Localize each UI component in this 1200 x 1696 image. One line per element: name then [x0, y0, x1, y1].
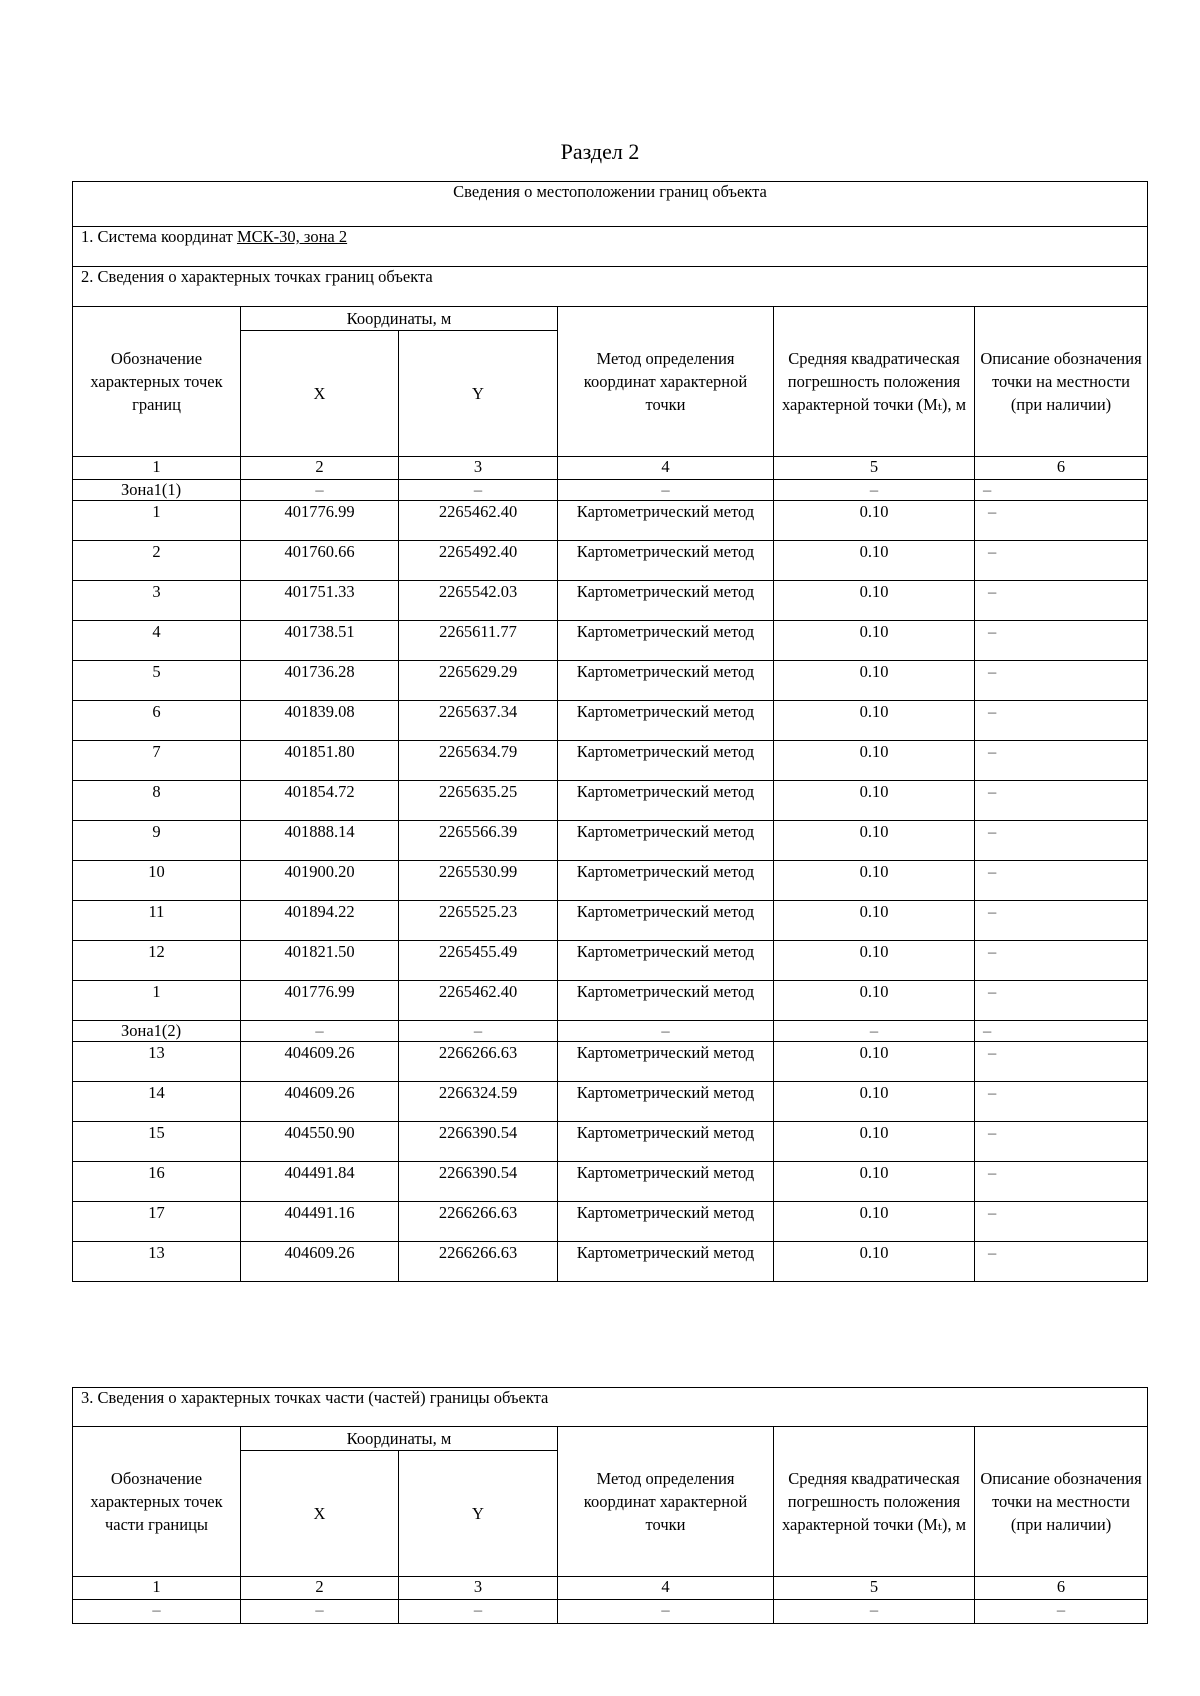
point-description: –	[975, 1122, 1148, 1162]
header-y: Y	[399, 1451, 558, 1577]
header-method: Метод определения координат характерной точки	[558, 307, 774, 457]
point-method: Картометрический метод	[558, 941, 774, 981]
col-number: 4	[558, 457, 774, 480]
point-number: 6	[73, 701, 241, 741]
point-y: 2265525.23	[399, 901, 558, 941]
point-x: 404550.90	[241, 1122, 399, 1162]
point-number: 4	[73, 621, 241, 661]
point-description: –	[975, 1042, 1148, 1082]
col-number: 1	[73, 457, 241, 480]
point-error: 0.10	[774, 661, 975, 701]
point-x: 401854.72	[241, 781, 399, 821]
table-row	[73, 901, 1148, 941]
dash-cell: –	[975, 1021, 1148, 1042]
col-number: 4	[558, 1577, 774, 1600]
point-method: Картометрический метод	[558, 1202, 774, 1242]
point-description: –	[975, 781, 1148, 821]
point-number: 7	[73, 741, 241, 781]
point-y: 2266324.59	[399, 1082, 558, 1122]
point-error: 0.10	[774, 1202, 975, 1242]
point-error: 0.10	[774, 901, 975, 941]
point-number: 13	[73, 1242, 241, 1282]
header-description: Описание обозначения точки на местности (при наличии)	[975, 1427, 1148, 1577]
point-description: –	[975, 1162, 1148, 1202]
point-number: 12	[73, 941, 241, 981]
point-description: –	[975, 501, 1148, 541]
point-error: 0.10	[774, 581, 975, 621]
dash-cell: –	[558, 1021, 774, 1042]
point-method: Картометрический метод	[558, 541, 774, 581]
boundary-table	[72, 181, 1148, 1282]
point-y: 2265611.77	[399, 621, 558, 661]
point-x: 401736.28	[241, 661, 399, 701]
header-part-point-designation: Обозначение характерных точек части границы	[73, 1427, 241, 1577]
point-number: 16	[73, 1162, 241, 1202]
parts-cell: –	[399, 1600, 558, 1624]
dash-cell: –	[774, 1021, 975, 1042]
point-y: 2266266.63	[399, 1202, 558, 1242]
point-x: 404609.26	[241, 1242, 399, 1282]
point-number: 8	[73, 781, 241, 821]
table-row	[73, 1162, 1148, 1202]
point-x: 401776.99	[241, 501, 399, 541]
point-y: 2265635.25	[399, 781, 558, 821]
point-method: Картометрический метод	[558, 621, 774, 661]
point-description: –	[975, 1202, 1148, 1242]
point-method: Картометрический метод	[558, 701, 774, 741]
point-y: 2266390.54	[399, 1122, 558, 1162]
point-y: 2265566.39	[399, 821, 558, 861]
point-method: Картометрический метод	[558, 861, 774, 901]
table-row	[73, 821, 1148, 861]
point-x: 404491.16	[241, 1202, 399, 1242]
zone-row	[73, 480, 1148, 501]
point-error: 0.10	[774, 1162, 975, 1202]
point-y: 2265462.40	[399, 981, 558, 1021]
point-x: 401776.99	[241, 981, 399, 1021]
point-method: Картометрический метод	[558, 1242, 774, 1282]
point-error: 0.10	[774, 821, 975, 861]
table-row	[73, 1242, 1148, 1282]
point-description: –	[975, 661, 1148, 701]
parts-cell: –	[774, 1600, 975, 1624]
point-y: 2266390.54	[399, 1162, 558, 1202]
parts-section-title: 3. Сведения о характерных точках части (частей) границы объекта	[73, 1388, 1148, 1427]
zone-label: Зона1(1)	[73, 480, 241, 501]
col-number: 3	[399, 1577, 558, 1600]
point-description: –	[975, 621, 1148, 661]
dash-cell: –	[241, 1021, 399, 1042]
point-y: 2266266.63	[399, 1242, 558, 1282]
point-number: 5	[73, 661, 241, 701]
point-description: –	[975, 581, 1148, 621]
point-method: Картометрический метод	[558, 901, 774, 941]
header-point-designation: Обозначение характерных точек границ	[73, 307, 241, 457]
point-error: 0.10	[774, 941, 975, 981]
point-number: 11	[73, 901, 241, 941]
dash-cell: –	[975, 480, 1148, 501]
table-row	[73, 501, 1148, 541]
dash-cell: –	[558, 480, 774, 501]
parts-cell: –	[73, 1600, 241, 1624]
dash-cell: –	[399, 1021, 558, 1042]
header-error: Средняя квадратическая погрешность положения характерной точки (Mₜ), м	[774, 1427, 975, 1577]
point-method: Картометрический метод	[558, 981, 774, 1021]
point-method: Картометрический метод	[558, 501, 774, 541]
point-y: 2265462.40	[399, 501, 558, 541]
table-row	[73, 1122, 1148, 1162]
table-row	[73, 581, 1148, 621]
point-error: 0.10	[774, 861, 975, 901]
header-coordinates: Координаты, м	[241, 307, 558, 331]
parts-cell: –	[975, 1600, 1148, 1624]
point-description: –	[975, 861, 1148, 901]
point-description: –	[975, 1242, 1148, 1282]
header-y: Y	[399, 331, 558, 457]
point-error: 0.10	[774, 981, 975, 1021]
col-number: 3	[399, 457, 558, 480]
point-x: 401888.14	[241, 821, 399, 861]
point-x: 404491.84	[241, 1162, 399, 1202]
point-description: –	[975, 981, 1148, 1021]
point-number: 14	[73, 1082, 241, 1122]
point-x: 401839.08	[241, 701, 399, 741]
point-method: Картометрический метод	[558, 581, 774, 621]
point-method: Картометрический метод	[558, 1162, 774, 1202]
point-y: 2265530.99	[399, 861, 558, 901]
point-y: 2266266.63	[399, 1042, 558, 1082]
point-y: 2265629.29	[399, 661, 558, 701]
point-y: 2265455.49	[399, 941, 558, 981]
point-error: 0.10	[774, 541, 975, 581]
col-number: 6	[975, 1577, 1148, 1600]
point-method: Картометрический метод	[558, 1082, 774, 1122]
point-number: 17	[73, 1202, 241, 1242]
col-number: 5	[774, 457, 975, 480]
point-x: 404609.26	[241, 1042, 399, 1082]
dash-cell: –	[774, 480, 975, 501]
point-x: 401760.66	[241, 541, 399, 581]
point-error: 0.10	[774, 501, 975, 541]
point-method: Картометрический метод	[558, 1122, 774, 1162]
header-error: Средняя квадратическая погрешность положения характерной точки (Mₜ), м	[774, 307, 975, 457]
point-number: 1	[73, 501, 241, 541]
point-x: 401851.80	[241, 741, 399, 781]
point-number: 15	[73, 1122, 241, 1162]
table-row	[73, 981, 1148, 1021]
point-method: Картометрический метод	[558, 1042, 774, 1082]
table-row	[73, 1202, 1148, 1242]
points-section-title: 2. Сведения о характерных точках границ объекта	[73, 267, 1148, 307]
point-number: 9	[73, 821, 241, 861]
point-y: 2265492.40	[399, 541, 558, 581]
table-row	[73, 701, 1148, 741]
dash-cell: –	[241, 480, 399, 501]
table-row	[73, 861, 1148, 901]
table-row	[73, 741, 1148, 781]
point-description: –	[975, 1082, 1148, 1122]
point-x: 404609.26	[241, 1082, 399, 1122]
point-error: 0.10	[774, 1122, 975, 1162]
parts-cell: –	[558, 1600, 774, 1624]
parts-table	[72, 1387, 1148, 1624]
point-description: –	[975, 901, 1148, 941]
point-error: 0.10	[774, 1082, 975, 1122]
col-number: 1	[73, 1577, 241, 1600]
point-number: 3	[73, 581, 241, 621]
point-error: 0.10	[774, 1242, 975, 1282]
point-error: 0.10	[774, 701, 975, 741]
table-row	[73, 661, 1148, 701]
header-method: Метод определения координат характерной точки	[558, 1427, 774, 1577]
point-number: 10	[73, 861, 241, 901]
header-x: X	[241, 1451, 399, 1577]
point-error: 0.10	[774, 1042, 975, 1082]
col-number: 5	[774, 1577, 975, 1600]
point-method: Картометрический метод	[558, 661, 774, 701]
point-y: 2265637.34	[399, 701, 558, 741]
col-number: 2	[241, 457, 399, 480]
point-number: 1	[73, 981, 241, 1021]
section-title: Раздел 2	[560, 139, 640, 164]
point-method: Картометрический метод	[558, 741, 774, 781]
point-x: 401738.51	[241, 621, 399, 661]
point-x: 401894.22	[241, 901, 399, 941]
col-number: 6	[975, 457, 1148, 480]
header-description: Описание обозначения точки на местности (при наличии)	[975, 307, 1148, 457]
point-description: –	[975, 941, 1148, 981]
col-number: 2	[241, 1577, 399, 1600]
table-row	[73, 621, 1148, 661]
point-x: 401821.50	[241, 941, 399, 981]
point-number: 13	[73, 1042, 241, 1082]
table-row	[73, 1042, 1148, 1082]
zone-row	[73, 1021, 1148, 1042]
table-row	[73, 941, 1148, 981]
coordinate-system-value: МСК-30, зона 2	[236, 227, 348, 246]
point-x: 401751.33	[241, 581, 399, 621]
zone-label: Зона1(2)	[73, 1021, 241, 1042]
table-row	[73, 781, 1148, 821]
dash-cell: –	[399, 480, 558, 501]
point-number: 2	[73, 541, 241, 581]
point-description: –	[975, 701, 1148, 741]
point-error: 0.10	[774, 621, 975, 661]
header-coordinates: Координаты, м	[241, 1427, 558, 1451]
point-description: –	[975, 821, 1148, 861]
point-error: 0.10	[774, 781, 975, 821]
point-y: 2265542.03	[399, 581, 558, 621]
point-description: –	[975, 741, 1148, 781]
table-title: Сведения о местоположении границ объекта	[73, 182, 1148, 227]
point-y: 2265634.79	[399, 741, 558, 781]
point-x: 401900.20	[241, 861, 399, 901]
table-row	[73, 1082, 1148, 1122]
table-row	[73, 541, 1148, 581]
parts-cell: –	[241, 1600, 399, 1624]
point-method: Картометрический метод	[558, 821, 774, 861]
point-error: 0.10	[774, 741, 975, 781]
coordinate-system	[73, 227, 1148, 267]
coordinate-system-label: 1. Система координат	[81, 227, 237, 246]
point-method: Картометрический метод	[558, 781, 774, 821]
header-x: X	[241, 331, 399, 457]
point-description: –	[975, 541, 1148, 581]
